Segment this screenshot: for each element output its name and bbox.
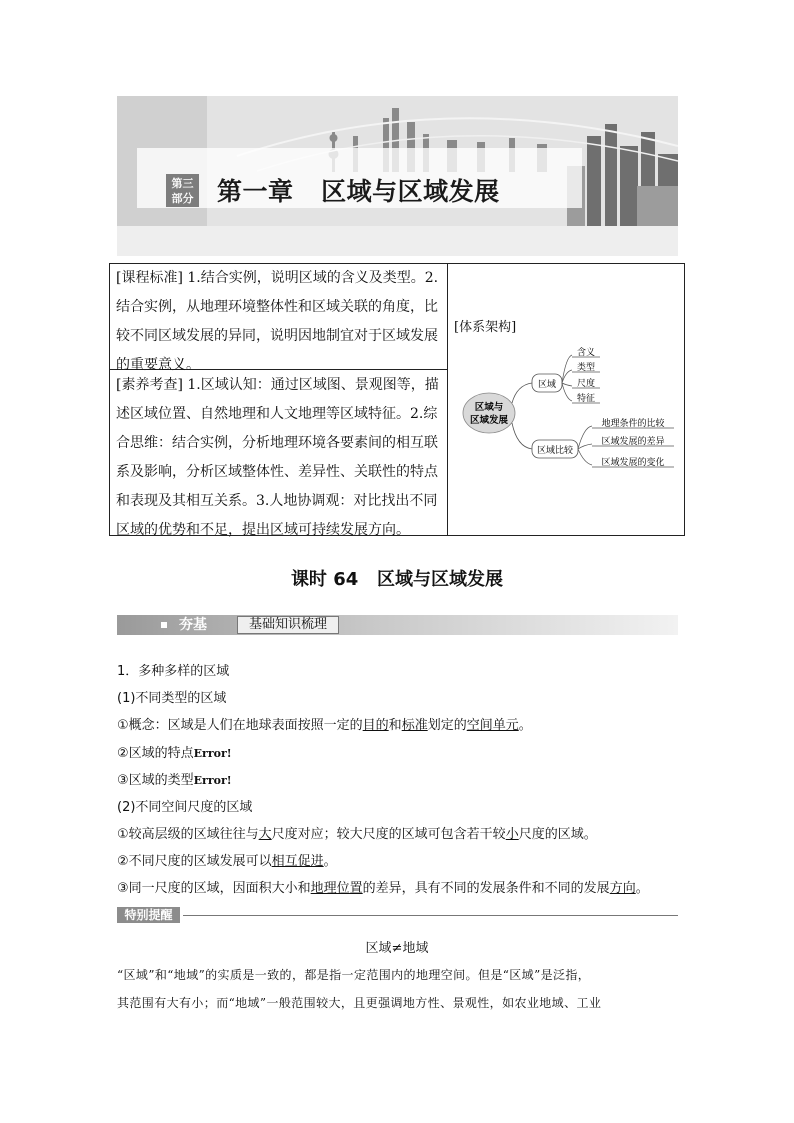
section-sub-tag: 基础知识梳理 (237, 616, 339, 634)
text: ②不同尺度的区域发展可以 (117, 854, 272, 869)
region-types-line (117, 769, 232, 788)
literacy-assessment (116, 371, 444, 545)
curriculum-line: 的重要意义。 (116, 357, 200, 373)
subheading-region-types: (1)不同类型的区域 (117, 691, 227, 706)
curriculum-standard (116, 264, 444, 380)
mindmap-leaf: 类型 (576, 363, 596, 373)
lesson-title: 课时 64 区域与区域发展 (290, 569, 504, 590)
subheading-spatial-scales: (2)不同空间尺度的区域 (117, 800, 253, 815)
architecture-label: [体系架构] (454, 320, 517, 335)
mindmap-leaf: 含义 (576, 348, 596, 358)
tip-text-line: “区域”和“地域”的实质是一致的，都是指一定范围内的地理空间。但是“区域”是泛指， (117, 968, 591, 982)
mindmap-root-label: 区域与 (474, 402, 504, 413)
table-divider-vertical (447, 264, 448, 535)
heading-diverse-regions: 1．多种多样的区域 (117, 664, 230, 679)
text: ③区域的类型 (117, 773, 194, 788)
mindmap-leaf: 地理条件的比较 (601, 419, 665, 429)
mindmap-branch-label: 区域比较 (536, 446, 574, 456)
chapter-title: 第一章 区域与区域发展 (217, 177, 500, 206)
section-header-bar (117, 615, 678, 635)
blank-answer: 空间单元 (466, 718, 519, 733)
chapter-banner (117, 96, 678, 256)
mindmap-leaf: 特征 (576, 394, 596, 404)
literacy-line: 述区域位置、自然地理和人文地理等区域特征。2.综 (116, 406, 438, 422)
blank-answer: 地理位置 (310, 881, 363, 896)
special-tip-header (117, 907, 678, 923)
blank-answer: 大 (258, 827, 272, 842)
blank-answer: 相互促进 (271, 854, 324, 869)
mindmap-leaf: 区域发展的变化 (601, 458, 665, 468)
curriculum-line: [课程标准] 1.结合实例，说明区域的含义及类型。2. (116, 270, 439, 286)
concept-mind-map (462, 343, 677, 478)
scale-line-2 (117, 850, 337, 869)
scale-line-1 (117, 823, 597, 842)
text: 划定的 (427, 718, 467, 733)
text: ③同一尺度的区域，因面积大小和 (117, 881, 311, 896)
text: 。 (323, 854, 337, 869)
text: 。 (635, 881, 649, 896)
literacy-line: 合思维：结合实例，分析地理环境各要素间的相互联 (116, 435, 438, 451)
square-bullet-icon (161, 622, 167, 628)
scale-line-3 (117, 877, 649, 896)
literacy-line: [素养考查] 1.区域认知：通过区域图、景观图等，描 (116, 377, 439, 393)
part-label-line2: 部分 (171, 192, 194, 205)
text: 的差异，具有不同的发展条件和不同的发展 (362, 881, 610, 896)
blank-answer: 目的 (362, 718, 389, 733)
text: ①概念：区域是人们在地球表面按照一定的 (117, 718, 363, 733)
tip-rule-divider (183, 915, 678, 916)
tip-text-line: 其范围有大有小；而“地域”一般范围较大，且更强调地方性、景观性，如农业地域、工业 (117, 996, 602, 1010)
region-features-line (117, 742, 232, 761)
mindmap-branch-label: 区域 (537, 380, 557, 390)
literacy-line: 和表现及其相互关系。3.人地协调观：对比找出不同 (116, 493, 438, 509)
mindmap-root-label: 区域发展 (469, 415, 509, 426)
text: 尺度的区域。 (518, 827, 597, 842)
literacy-line: 区域的优势和不足，提出区域可持续发展方向。 (116, 522, 410, 538)
blank-answer: 标准 (401, 718, 428, 733)
mindmap-leaf: 尺度 (576, 379, 596, 389)
special-tip-tag: 特别提醒 (117, 907, 180, 923)
text: 尺度对应；较大尺度的区域可包含若干较 (271, 827, 506, 842)
blank-answer: 方向 (609, 881, 636, 896)
curriculum-line: 结合实例，从地理环境整体性和区域关联的角度，比 (116, 299, 438, 315)
literacy-line: 系及影响，分析区域整体性、差异性、关联性的特点 (116, 464, 438, 480)
part-badge (166, 174, 199, 207)
curriculum-line: 较不同区域发展的异同，说明因地制宜对于区域发展 (116, 328, 438, 344)
region-concept-line (117, 714, 532, 733)
text: ②区域的特点 (117, 746, 194, 761)
section-main-tag: 夯基 (179, 617, 207, 633)
blank-answer: 小 (505, 827, 519, 842)
text: 。 (518, 718, 532, 733)
part-label-line1: 第三 (171, 177, 194, 190)
mindmap-root-node (463, 393, 515, 433)
text: ①较高层级的区域往往与 (117, 827, 259, 842)
tip-title: 区域≠地域 (365, 941, 429, 956)
text: 和 (388, 718, 402, 733)
error-placeholder: Error! (193, 774, 232, 787)
error-placeholder: Error! (193, 747, 232, 760)
mindmap-leaf: 区域发展的差异 (601, 437, 665, 447)
